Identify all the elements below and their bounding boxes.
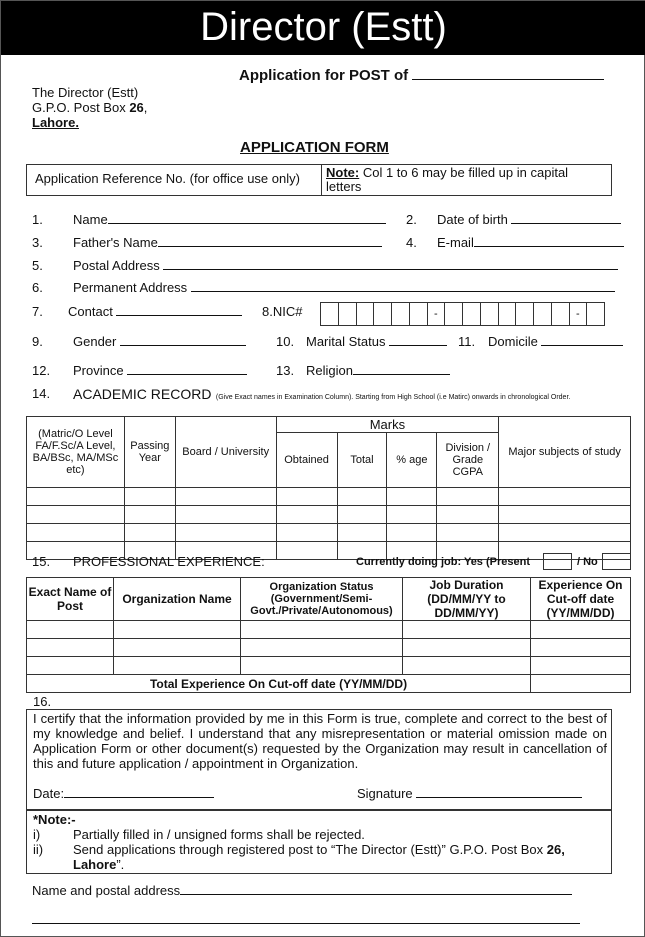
nic-box[interactable] bbox=[515, 302, 534, 326]
date-field: Date: bbox=[33, 786, 214, 801]
postal-address-input[interactable] bbox=[163, 269, 618, 270]
address-line-2: G.P.O. Post Box 26, bbox=[32, 100, 148, 115]
province-input[interactable] bbox=[127, 374, 247, 375]
nic-box[interactable] bbox=[498, 302, 517, 326]
header-percent: % age bbox=[387, 433, 437, 488]
name-postal-address-input[interactable] bbox=[180, 894, 572, 895]
cell[interactable] bbox=[27, 657, 114, 675]
director-address bbox=[32, 85, 147, 130]
date-input[interactable] bbox=[64, 797, 214, 798]
certification-box bbox=[26, 709, 612, 810]
notes-box bbox=[26, 810, 612, 874]
banner-title: Director (Estt) bbox=[1, 1, 645, 55]
total-experience-cell[interactable] bbox=[531, 675, 631, 693]
email-field: E-mail bbox=[437, 235, 624, 250]
header-cutoff: Experience On Cut-off date (YY/MM/DD) bbox=[531, 578, 631, 621]
table-row bbox=[27, 639, 631, 657]
header-duration: Job Duration (DD/MM/YY to DD/MM/YY) bbox=[403, 578, 531, 621]
marital-status-input[interactable] bbox=[389, 345, 447, 346]
note-1-text: Partially filled in / unsigned forms shall be rejected. bbox=[73, 827, 365, 842]
cell[interactable] bbox=[337, 506, 387, 524]
note-1-num: i) bbox=[33, 827, 41, 842]
post-of-field[interactable] bbox=[412, 79, 604, 80]
cell[interactable] bbox=[387, 488, 437, 506]
cell[interactable] bbox=[403, 639, 531, 657]
cell[interactable] bbox=[437, 488, 499, 506]
cell[interactable] bbox=[387, 524, 437, 542]
nic-box[interactable] bbox=[551, 302, 570, 326]
experience-heading: PROFESSIONAL EXPERIENCE: bbox=[73, 554, 265, 569]
nic-box[interactable] bbox=[533, 302, 552, 326]
contact-field: Contact bbox=[68, 304, 242, 319]
post-of-text: Application for POST of bbox=[239, 67, 409, 84]
nic-box[interactable] bbox=[586, 302, 605, 326]
current-job-label: Currently doing job: Yes (Present bbox=[356, 556, 530, 568]
capital-letters-note: Note: Col 1 to 6 may be filled up in capital letters bbox=[326, 165, 569, 194]
nic-box[interactable] bbox=[356, 302, 375, 326]
field-9-num: 9. bbox=[32, 334, 43, 349]
religion-input[interactable] bbox=[353, 374, 450, 375]
dob-field: Date of birth bbox=[437, 212, 621, 227]
gender-input[interactable] bbox=[120, 345, 246, 346]
cell[interactable] bbox=[27, 639, 114, 657]
gender-field: Gender bbox=[73, 334, 246, 349]
form-title: APPLICATION FORM bbox=[240, 139, 389, 156]
field-11-num: 11. bbox=[458, 334, 476, 349]
name-input[interactable] bbox=[108, 223, 386, 224]
field-12-num: 12. bbox=[32, 363, 51, 378]
cell[interactable] bbox=[437, 506, 499, 524]
cell[interactable] bbox=[403, 621, 531, 639]
cell[interactable] bbox=[499, 488, 631, 506]
cell[interactable] bbox=[276, 542, 337, 560]
dob-input[interactable] bbox=[511, 223, 621, 224]
field-3-num: 3. bbox=[32, 235, 43, 250]
cell[interactable] bbox=[27, 621, 114, 639]
cell[interactable] bbox=[27, 488, 125, 506]
cell[interactable] bbox=[499, 524, 631, 542]
cell[interactable] bbox=[437, 524, 499, 542]
header-org-name: Organization Name bbox=[114, 578, 241, 621]
post-of-label bbox=[239, 67, 604, 84]
cell[interactable] bbox=[124, 488, 175, 506]
name-postal-address-field: Name and postal address bbox=[32, 883, 572, 898]
domicile-input[interactable] bbox=[541, 345, 623, 346]
certification-text: I certify that the information provided by me in this Form is true, complete and correct to the best of my knowledge and belief. I understand that any misrepresentation or material omission made on Application Form or other document(s) requested by the Organization may result in cancellation of this and future application / appointment in Organization. bbox=[33, 711, 607, 771]
notes-title: *Note:- bbox=[33, 812, 76, 827]
cell[interactable] bbox=[531, 621, 631, 639]
current-job-no-box[interactable] bbox=[602, 553, 631, 570]
nic-box[interactable] bbox=[320, 302, 339, 326]
cell[interactable] bbox=[531, 657, 631, 675]
father-name-field: Father's Name bbox=[73, 235, 382, 250]
nic-box[interactable] bbox=[480, 302, 499, 326]
cell[interactable] bbox=[531, 639, 631, 657]
header-total: Total bbox=[337, 433, 387, 488]
address-line-1: The Director (Estt) bbox=[32, 85, 139, 100]
nic-dash-box: - bbox=[569, 302, 588, 326]
contact-input[interactable] bbox=[116, 315, 242, 316]
table-row bbox=[27, 488, 631, 506]
header-division: Division / Grade CGPA bbox=[437, 433, 499, 488]
cell[interactable] bbox=[114, 639, 241, 657]
cell[interactable] bbox=[241, 657, 403, 675]
nic-box[interactable] bbox=[338, 302, 357, 326]
header-org-status: Organization Status (Government/Semi-Govt./Private/Autonomous) bbox=[241, 578, 403, 621]
permanent-address-field: Permanent Address bbox=[73, 280, 615, 295]
current-job-no-label: / No bbox=[577, 556, 598, 568]
cell[interactable] bbox=[241, 621, 403, 639]
current-job-yes-box[interactable] bbox=[543, 553, 572, 570]
cell[interactable] bbox=[175, 488, 276, 506]
province-field: Province bbox=[73, 363, 247, 378]
experience-table bbox=[26, 577, 631, 693]
table-row bbox=[27, 524, 631, 542]
cell[interactable] bbox=[27, 524, 125, 542]
nic-box[interactable] bbox=[373, 302, 392, 326]
header-subjects: Major subjects of study bbox=[499, 417, 631, 488]
field-7-num: 7. bbox=[32, 304, 43, 319]
religion-field: Religion bbox=[306, 363, 450, 378]
signature-input[interactable] bbox=[416, 797, 582, 798]
nic-boxes[interactable] bbox=[321, 302, 605, 326]
nic-box[interactable] bbox=[409, 302, 428, 326]
header-marks: Marks bbox=[276, 417, 499, 433]
nic-box[interactable] bbox=[391, 302, 410, 326]
header-exam: (Matric/O Level FA/F.Sc/A Level, BA/BSc, MA/MSc etc) bbox=[27, 417, 125, 488]
cell[interactable] bbox=[499, 506, 631, 524]
academic-record-heading: ACADEMIC RECORD (Give Exact names in Examination Column). Starting from High School (i.e Matirc) onwards in chronological Order. bbox=[73, 386, 571, 402]
cell[interactable] bbox=[337, 524, 387, 542]
cell[interactable] bbox=[124, 524, 175, 542]
header-passing-year: Passing Year bbox=[124, 417, 175, 488]
name-postal-address-line-2[interactable] bbox=[32, 923, 580, 924]
reference-divider bbox=[321, 165, 322, 195]
cell[interactable] bbox=[175, 524, 276, 542]
nic-dash-box: - bbox=[427, 302, 446, 326]
field-2-num: 2. bbox=[406, 212, 417, 227]
cell[interactable] bbox=[276, 506, 337, 524]
permanent-address-input[interactable] bbox=[191, 291, 615, 292]
marital-status-field: Marital Status bbox=[306, 334, 447, 349]
field-14-num: 14. bbox=[32, 386, 51, 401]
cell[interactable] bbox=[387, 506, 437, 524]
academic-record-table bbox=[26, 416, 631, 560]
field-4-num: 4. bbox=[406, 235, 417, 250]
domicile-field: Domicile bbox=[488, 334, 623, 349]
nic-box[interactable] bbox=[444, 302, 463, 326]
reference-box bbox=[26, 164, 612, 196]
cell[interactable] bbox=[337, 488, 387, 506]
cell[interactable] bbox=[114, 657, 241, 675]
field-6-num: 6. bbox=[32, 280, 43, 295]
cell[interactable] bbox=[114, 621, 241, 639]
note-2-num: ii) bbox=[33, 842, 44, 857]
cell[interactable] bbox=[124, 506, 175, 524]
email-input[interactable] bbox=[474, 246, 624, 247]
note-2-text: Send applications through registered post to “The Director (Estt)” G.P.O. Post Box 26, Lahore”. bbox=[73, 842, 565, 872]
father-name-input[interactable] bbox=[158, 246, 382, 247]
nic-box[interactable] bbox=[462, 302, 481, 326]
field-13-num: 13. bbox=[276, 363, 295, 378]
field-10-num: 10. bbox=[276, 334, 295, 349]
name-field: Name bbox=[73, 212, 386, 227]
field-5-num: 5. bbox=[32, 258, 43, 273]
cell[interactable] bbox=[403, 657, 531, 675]
field-1-num: 1. bbox=[32, 212, 43, 227]
table-row bbox=[27, 621, 631, 639]
header-board: Board / University bbox=[175, 417, 276, 488]
cell[interactable] bbox=[27, 506, 125, 524]
nic-label: 8.NIC# bbox=[262, 304, 303, 319]
header-obtained: Obtained bbox=[276, 433, 337, 488]
total-experience-label: Total Experience On Cut-off date (YY/MM/DD) bbox=[27, 675, 531, 693]
field-15-num: 15. bbox=[32, 554, 51, 569]
cell[interactable] bbox=[276, 488, 337, 506]
postal-address-field: Postal Address bbox=[73, 258, 618, 273]
address-line-3: Lahore. bbox=[32, 115, 79, 130]
signature-field: Signature bbox=[357, 786, 582, 801]
header-post: Exact Name of Post bbox=[27, 578, 114, 621]
table-row bbox=[27, 506, 631, 524]
cell[interactable] bbox=[175, 506, 276, 524]
table-row bbox=[27, 657, 631, 675]
cell[interactable] bbox=[241, 639, 403, 657]
reference-no-label: Application Reference No. (for office use only) bbox=[35, 171, 300, 186]
field-16-num: 16. bbox=[33, 694, 52, 709]
cell[interactable] bbox=[276, 524, 337, 542]
